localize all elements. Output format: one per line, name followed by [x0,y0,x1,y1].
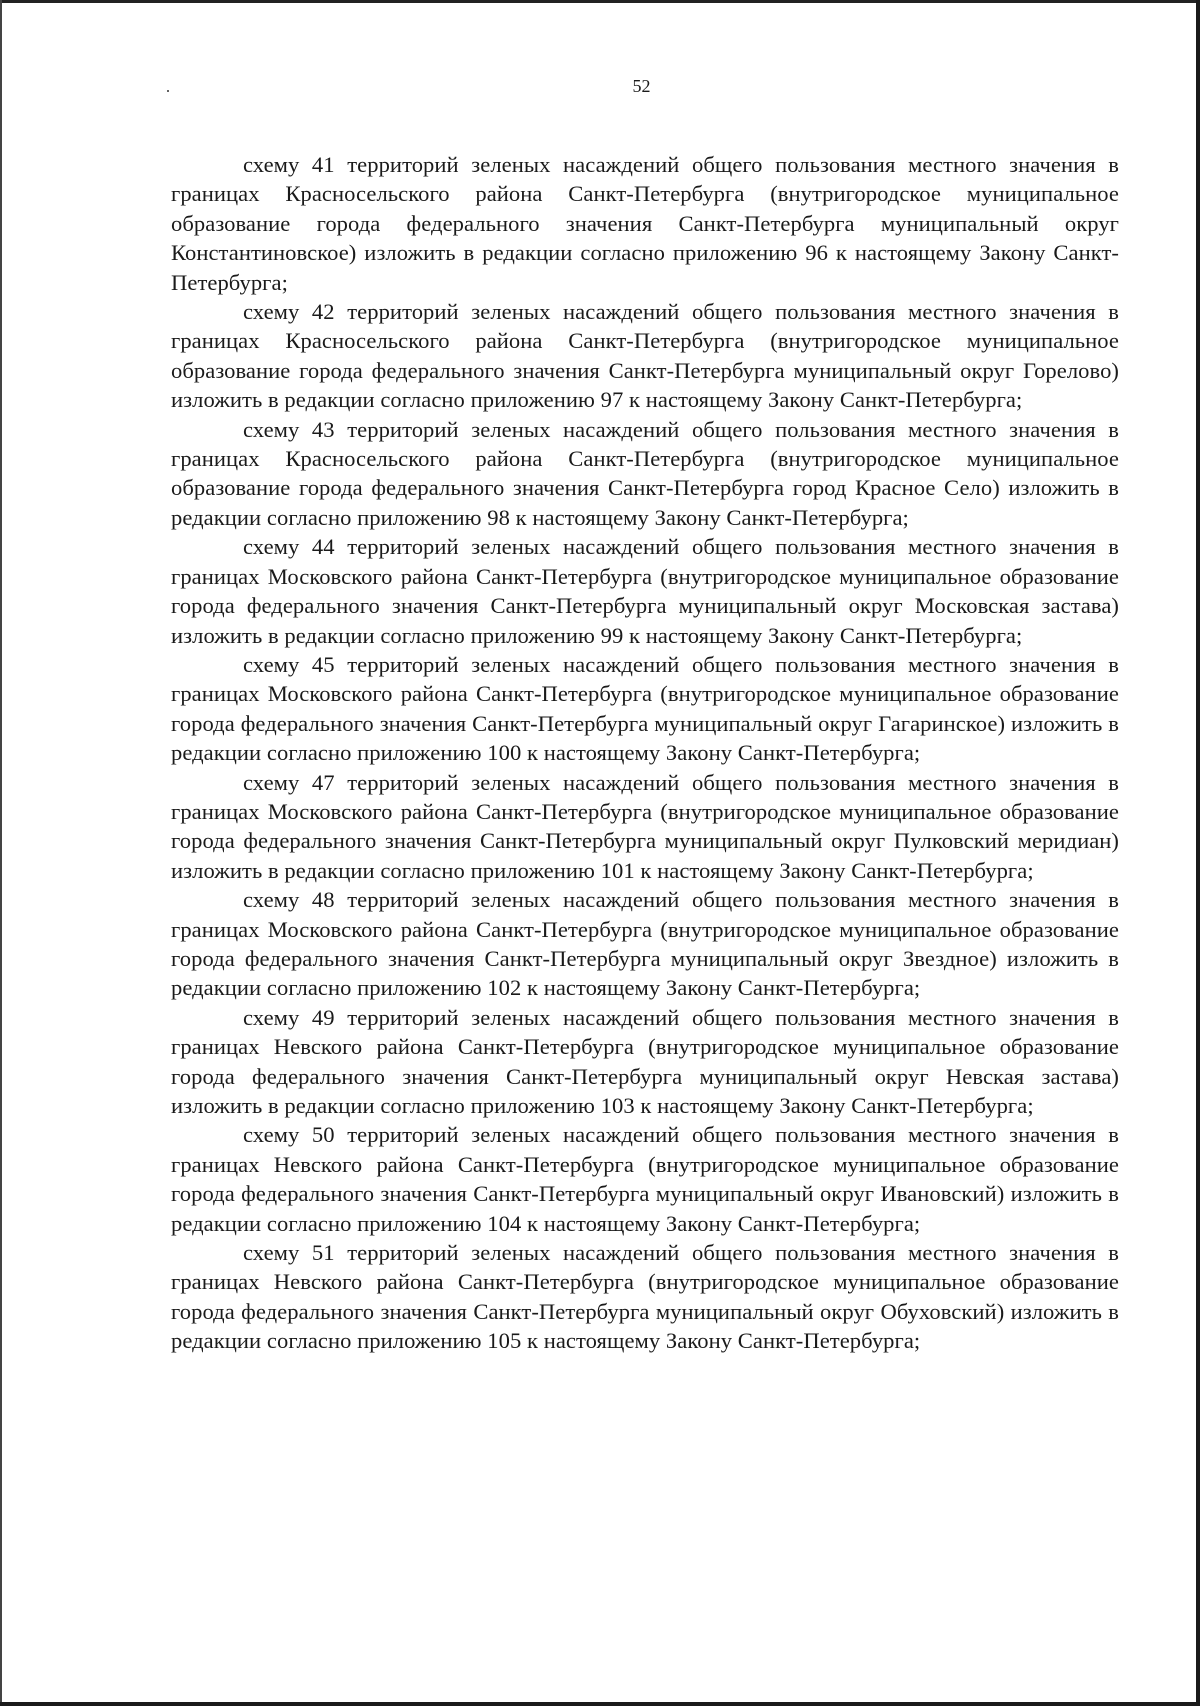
scan-edge-left [0,0,2,1706]
paragraph-scheme-50: схему 50 территорий зеленых насаждений общего пользования местного значения в границах Невского района Санкт-Петербурга (внутригородское муниципальное образование города федерального значения Санкт-Петербурга муниципальный округ Ивановский) изложить в редакции согласно приложению 104 к настоящему Закону Санкт-Петербурга; [171,1122,1119,1236]
paragraph-scheme-41: схему 41 территорий зеленых насаждений общего пользования местного значения в границах Красносельского района Санкт-Петербурга (внутригородское муниципальное образование города федерального значения Санкт-Петербурга муниципальный округ Константиновское) изложить в редакции согласно приложению 96 к настоящему Закону Санкт-Петербурга; [171,152,1119,295]
scan-edge-right [1196,0,1200,1706]
paragraph-scheme-51: схему 51 территорий зеленых насаждений общего пользования местного значения в границах Невского района Санкт-Петербурга (внутригородское муниципальное образование города федерального значения Санкт-Петербурга муниципальный округ Обуховский) изложить в редакции согласно приложению 105 к настоящему Закону Санкт-Петербурга; [171,1240,1119,1354]
document-body [171,150,1119,1356]
paragraph-scheme-48: схему 48 территорий зеленых насаждений общего пользования местного значения в границах Московского района Санкт-Петербурга (внутригородское муниципальное образование города федерального значения Санкт-Петербурга муниципальный округ Звездное) изложить в редакции согласно приложению 102 к настоящему Закону Санкт-Петербурга; [171,887,1119,1001]
paragraph-scheme-44: схему 44 территорий зеленых насаждений общего пользования местного значения в границах Московского района Санкт-Петербурга (внутригородское муниципальное образование города федерального значения Санкт-Петербурга муниципальный округ Московская застава) изложить в редакции согласно приложению 99 к настоящему Закону Санкт-Петербурга; [171,534,1119,648]
paragraph-scheme-43: схему 43 территорий зеленых насаждений общего пользования местного значения в границах Красносельского района Санкт-Петербурга (внутригородское муниципальное образование города федерального значения Санкт-Петербурга город Красное Село) изложить в редакции согласно приложению 98 к настоящему Закону Санкт-Петербурга; [171,416,1119,530]
paragraph-scheme-42: схему 42 территорий зеленых насаждений общего пользования местного значения в границах Красносельского района Санкт-Петербурга (внутригородское муниципальное образование города федерального значения Санкт-Петербурга муниципальный округ Горелово) изложить в редакции согласно приложению 97 к настоящему Закону Санкт-Петербурга; [171,299,1119,413]
paragraph-scheme-47: схему 47 территорий зеленых насаждений общего пользования местного значения в границах Московского района Санкт-Петербурга (внутригородское муниципальное образование города федерального значения Санкт-Петербурга муниципальный округ Пулковский меридиан) изложить в редакции согласно приложению 101 к настоящему Закону Санкт-Петербурга; [171,769,1119,883]
paragraph-scheme-49: схему 49 территорий зеленых насаждений общего пользования местного значения в границах Невского района Санкт-Петербурга (внутригородское муниципальное образование города федерального значения Санкт-Петербурга муниципальный округ Невская застава) изложить в редакции согласно приложению 103 к настоящему Закону Санкт-Петербурга; [171,1004,1119,1118]
scan-edge-top [0,0,1200,3]
scan-edge-bottom [0,1702,1200,1706]
paragraph-scheme-45: схему 45 территорий зеленых насаждений общего пользования местного значения в границах Московского района Санкт-Петербурга (внутригородское муниципальное образование города федерального значения Санкт-Петербурга муниципальный округ Гагаринское) изложить в редакции согласно приложению 100 к настоящему Закону Санкт-Петербурга; [171,651,1119,766]
page-number: 52 [632,76,651,96]
